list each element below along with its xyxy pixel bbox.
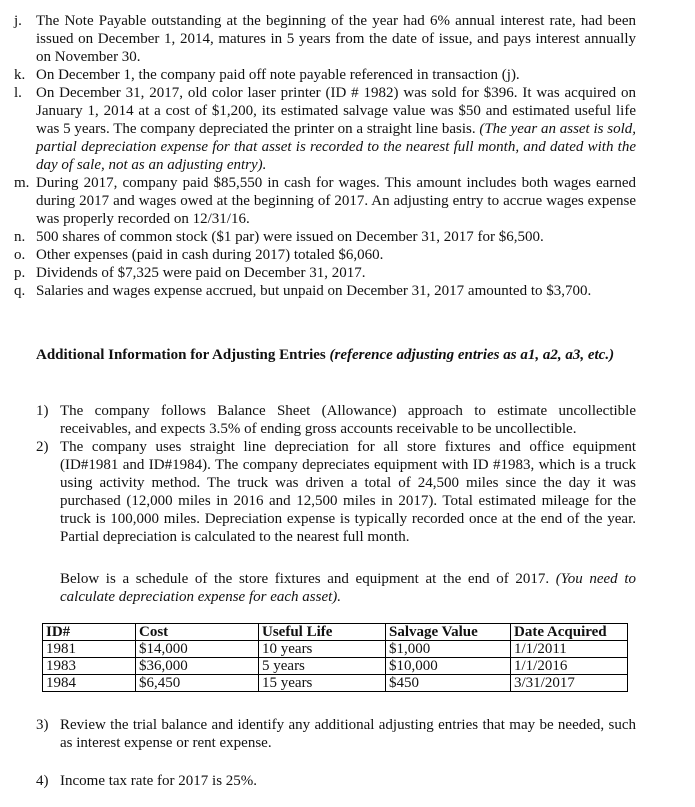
item-text: On December 1, the company paid off note payable referenced in transaction (j).: [36, 67, 520, 83]
additional-info-heading: [36, 346, 636, 364]
item-marker: 3): [36, 717, 49, 733]
additional-item-1: [36, 402, 636, 438]
heading-italic-note: (reference adjusting entries as a1, a2, a3, etc.): [329, 347, 615, 363]
intro-italic-note: (You need to calculate depreciation expense for each asset).: [60, 571, 636, 605]
column-header: Salvage Value: [386, 624, 511, 641]
schedule-intro: [60, 570, 636, 606]
item-text: On December 31, 2017, old color laser printer (ID # 1982) was sold for $396. It was acquired on January 1, 2014 at a cost of $1,200, its estimated salvage value was $50 and estimated useful life was 5 years. The company depreciated the printer on a straight line basis.: [36, 85, 636, 137]
item-marker: k.: [14, 67, 26, 83]
table-cell: $36,000: [136, 658, 259, 675]
table-cell: 1984: [43, 675, 136, 692]
item-text: The company follows Balance Sheet (Allowance) approach to estimate uncollectible receivables, and expects 3.5% of ending gross accounts receivable to be uncollectible.: [60, 403, 636, 437]
transaction-item-n: [14, 228, 636, 246]
item-marker: n.: [14, 229, 26, 245]
table-cell: 1983: [43, 658, 136, 675]
table-row: [43, 675, 628, 692]
column-header: Date Acquired: [511, 624, 628, 641]
table-cell: $10,000: [386, 658, 511, 675]
table-cell: 1/1/2016: [511, 658, 628, 675]
item-marker: 1): [36, 403, 49, 419]
table-cell: 15 years: [259, 675, 386, 692]
transaction-item-p: [14, 264, 636, 282]
additional-item-4: [36, 772, 636, 790]
table-cell: 1/1/2011: [511, 641, 628, 658]
item-text: The Note Payable outstanding at the beginning of the year had 6% annual interest rate, had been issued on December 1, 2014, matures in 5 years from the date of issue, and pays interest annually on November 30.: [36, 13, 636, 65]
item-text: Review the trial balance and identify any additional adjusting entries that may be needed, such as interest expense or rent expense.: [60, 717, 636, 751]
table-cell: $6,450: [136, 675, 259, 692]
heading-text: Additional Information for Adjusting Entries: [36, 347, 330, 363]
transaction-list: [14, 12, 636, 300]
additional-item-3: [36, 716, 636, 752]
item-text: Dividends of $7,325 were paid on December 31, 2017.: [36, 265, 366, 281]
table-cell: 5 years: [259, 658, 386, 675]
item-marker: l.: [14, 85, 22, 101]
table-row: [43, 658, 628, 675]
item-marker: q.: [14, 283, 26, 299]
additional-item-2: [36, 438, 636, 546]
column-header: Useful Life: [259, 624, 386, 641]
equipment-schedule-table: [42, 623, 628, 692]
item-marker: 2): [36, 439, 49, 455]
item-text: Other expenses (paid in cash during 2017) totaled $6,060.: [36, 247, 384, 263]
item-text: Income tax rate for 2017 is 25%.: [60, 773, 258, 789]
transaction-item-k: [14, 66, 636, 84]
item-text: During 2017, company paid $85,550 in cash for wages. This amount includes both wages earned during 2017 and wages owed at the beginning of 2017. An adjusting entry to accrue wages expense was properly recorded on 12/31/16.: [36, 175, 636, 227]
table-header-row: [43, 624, 628, 641]
transaction-item-j: [14, 12, 636, 66]
item-text: Salaries and wages expense accrued, but unpaid on December 31, 2017 amounted to $3,700.: [36, 283, 592, 299]
item-text: The company uses straight line depreciation for all store fixtures and office equipment (ID#1981 and ID#1984). The company depreciates equipment with ID #1983, which is a truck using activity method. The truck was driven a total of 24,500 miles since the day it was purchased (12,000 miles in 2016 and 12,500 miles in 2017). Total estimated mileage for the truck is 100,000 miles. Depreciation expense is typically recorded once at the end of the year. Partial depreciation is calculated to the nearest full month.: [60, 439, 636, 545]
intro-text: Below is a schedule of the store fixtures and equipment at the end of 2017.: [60, 571, 556, 587]
table-cell: $450: [386, 675, 511, 692]
transaction-item-o: [14, 246, 636, 264]
transaction-item-l: [14, 84, 636, 174]
item-marker: o.: [14, 247, 26, 263]
item-marker: m.: [14, 175, 30, 191]
transaction-item-m: [14, 174, 636, 228]
column-header: ID#: [43, 624, 136, 641]
item-marker: 4): [36, 773, 49, 789]
item-italic-note: (The year an asset is sold, partial depreciation expense for that asset is recorded to the nearest full month, and dated with the day of sale, not as an adjusting entry).: [36, 121, 636, 173]
table-cell: $1,000: [386, 641, 511, 658]
transaction-item-q: [14, 282, 636, 300]
item-marker: j.: [14, 13, 22, 29]
table-cell: 1981: [43, 641, 136, 658]
table-cell: $14,000: [136, 641, 259, 658]
additional-info-list: [36, 402, 636, 546]
table-cell: 3/31/2017: [511, 675, 628, 692]
table-row: [43, 641, 628, 658]
table-cell: 10 years: [259, 641, 386, 658]
item-text: 500 shares of common stock ($1 par) were issued on December 31, 2017 for $6,500.: [36, 229, 544, 245]
item-marker: p.: [14, 265, 26, 281]
column-header: Cost: [136, 624, 259, 641]
